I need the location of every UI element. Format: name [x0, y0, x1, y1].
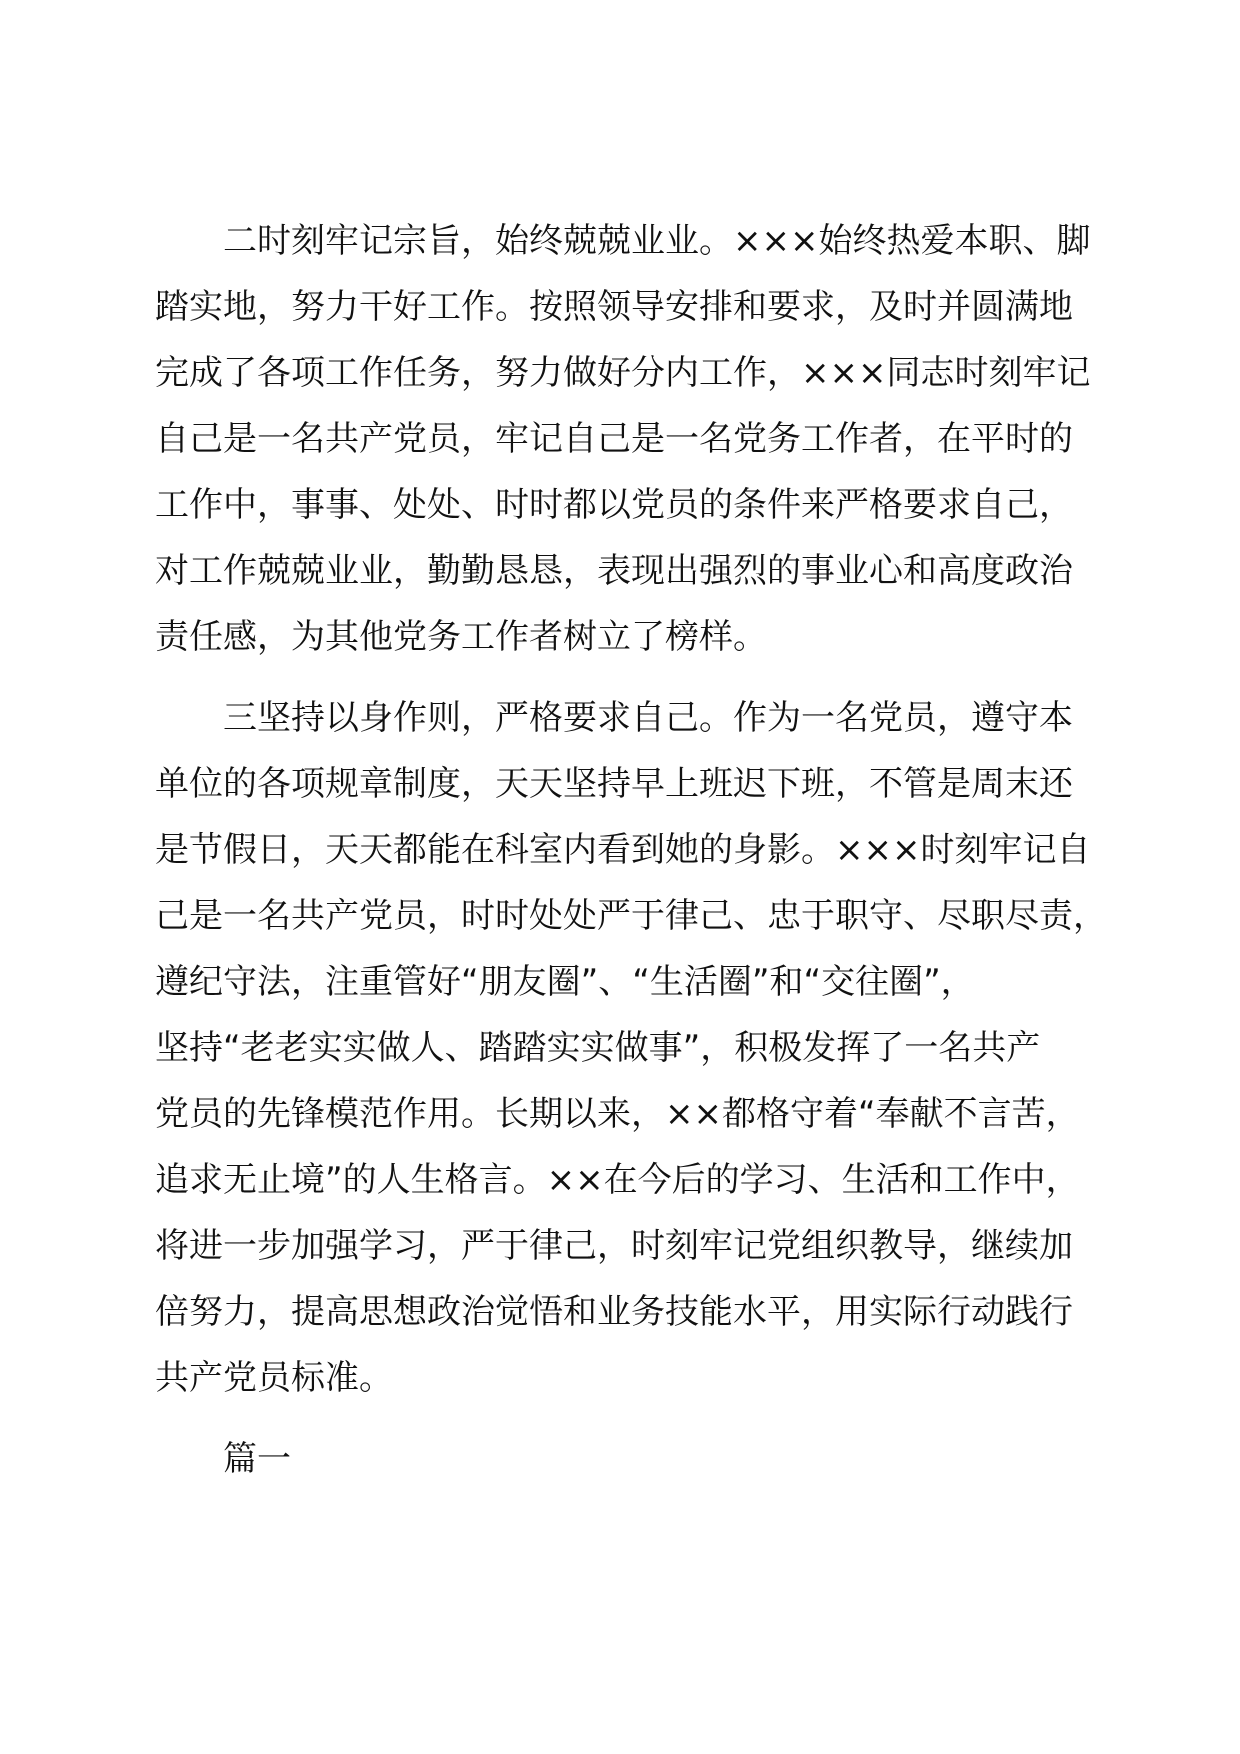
paragraph-spacer	[155, 670, 1090, 685]
paragraph-line: 责任感，为其他党务工作者树立了榜样。	[155, 617, 767, 657]
paragraph-1	[155, 208, 1090, 670]
paragraph-2	[155, 685, 1107, 1411]
paragraph-line: 共产党员标准。	[155, 1358, 393, 1398]
document-body	[155, 208, 1107, 1492]
paragraph-line: 二时刻牢记宗旨，始终兢兢业业。×××始终热爱本职、脚	[223, 221, 1091, 261]
paragraph-spacer	[155, 1411, 1090, 1426]
paragraph-line: 完成了各项工作任务，努力做好分内工作，×××同志时刻牢记	[155, 353, 1091, 393]
paragraph-line: 坚持“老老实实做人、踏踏实实做事”，积极发挥了一名共产	[155, 1028, 1041, 1068]
paragraph-line: 是节假日，天天都能在科室内看到她的身影。×××时刻牢记自	[155, 830, 1091, 870]
paragraph-line: 将进一步加强学习，严于律己，时刻牢记党组织教导，继续加	[155, 1226, 1073, 1266]
section-heading: 篇一	[223, 1439, 291, 1479]
paragraph-line: 工作中，事事、处处、时时都以党员的条件来严格要求自己，	[155, 485, 1073, 525]
paragraph-line: 遵纪守法，注重管好“朋友圈”、“生活圈”和“交往圈”，	[155, 962, 975, 1002]
paragraph-line: 对工作兢兢业业，勤勤恳恳，表现出强烈的事业心和高度政治	[155, 551, 1073, 591]
paragraph-line: 自己是一名共产党员，牢记自己是一名党务工作者，在平时的	[155, 419, 1073, 459]
paragraph-line: 三坚持以身作则，严格要求自己。作为一名党员，遵守本	[223, 698, 1073, 738]
paragraph-line: 单位的各项规章制度，天天坚持早上班迟下班，不管是周末还	[155, 764, 1073, 804]
paragraph-line: 党员的先锋模范作用。长期以来，××都格守着“奉献不言苦，	[155, 1094, 1080, 1134]
paragraph-line: 倍努力，提高思想政治觉悟和业务技能水平，用实际行动践行	[155, 1292, 1073, 1332]
paragraph-line: 踏实地，努力干好工作。按照领导安排和要求，及时并圆满地	[155, 287, 1073, 327]
paragraph-line: 追求无止境”的人生格言。××在今后的学习、生活和工作中，	[155, 1160, 1080, 1200]
paragraph-line: 己是一名共产党员，时时处处严于律己、忠于职守、尽职尽责，	[155, 896, 1107, 936]
